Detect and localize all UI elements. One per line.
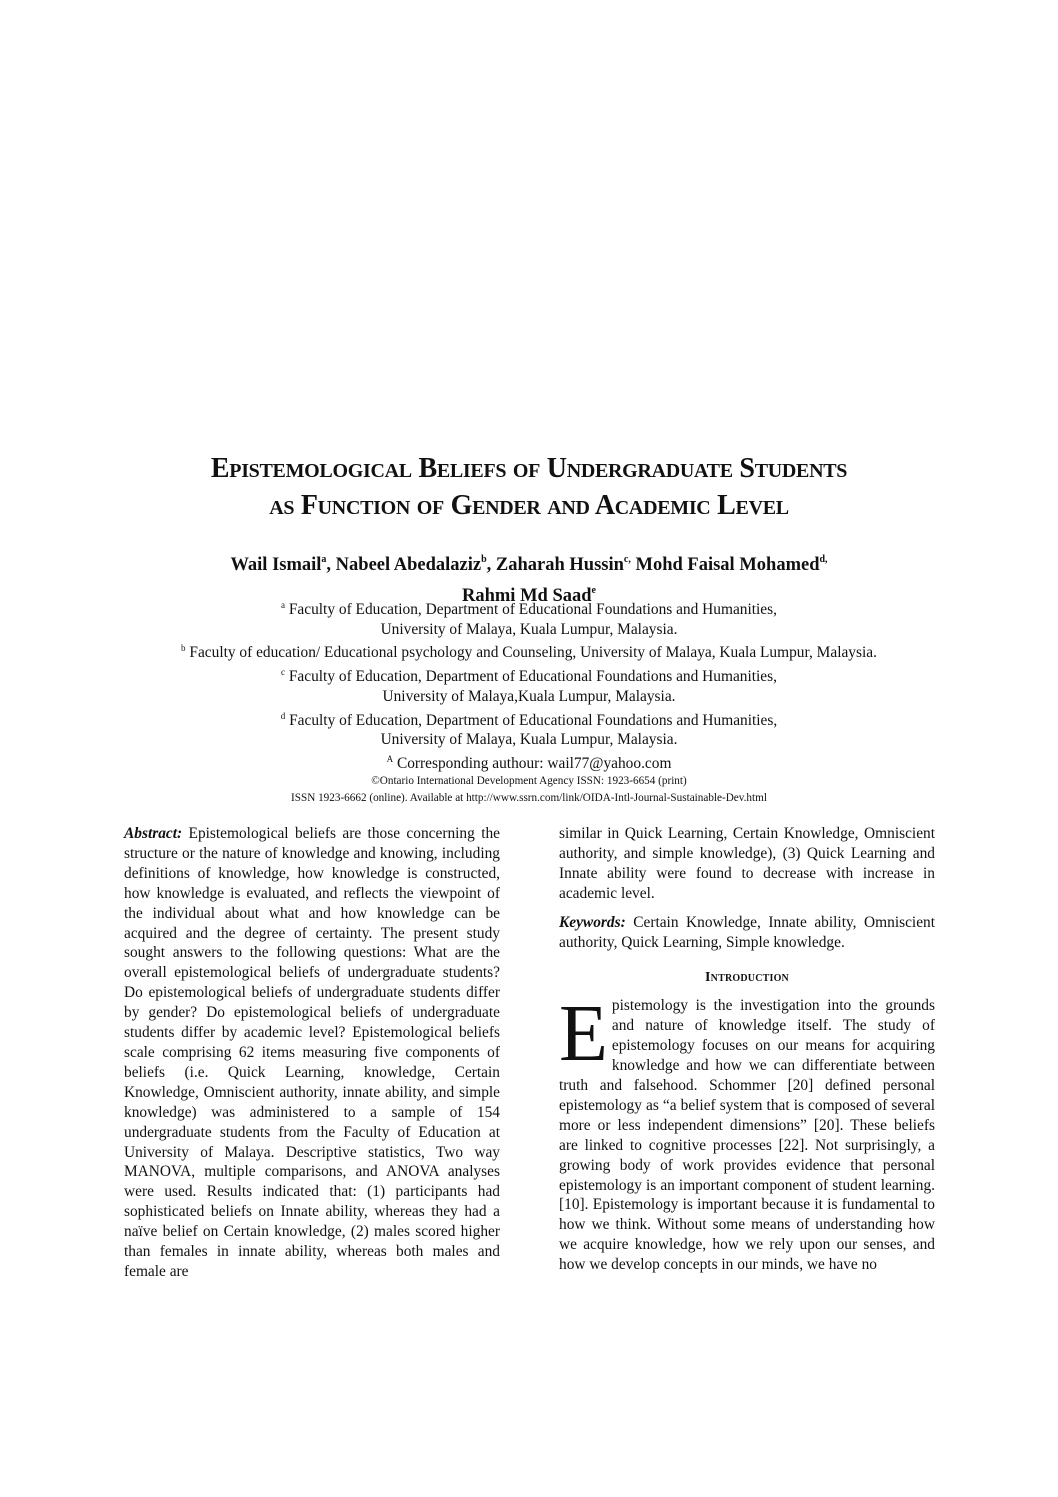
- affiliation-text: Faculty of Education, Department of Educational Foundations and Humanities,: [288, 668, 777, 686]
- author-affiliation-mark: e: [591, 585, 596, 596]
- affiliation-line: [0, 730, 1058, 750]
- affiliation-mark: c: [281, 667, 285, 678]
- affiliation-line: [0, 620, 1058, 640]
- abstract-continuation: similar in Quick Learning, Certain Knowledge, Omniscient authority, and simple knowledge), (3) Quick Learning and Innate ability were found to decrease with increase in academic level.: [559, 825, 935, 902]
- author-name: Zaharah Hussin: [495, 555, 624, 575]
- author-name: Mohd Faisal Mohamed: [635, 555, 820, 575]
- affiliation-line: [0, 639, 1058, 663]
- author-affiliation-mark: a: [321, 554, 327, 565]
- affiliation-line: [0, 663, 1058, 687]
- affiliation-line: [0, 707, 1058, 731]
- copyright-line-1: ©Ontario International Development Agency ISSN: 1923-6654 (print): [371, 775, 687, 787]
- paper-title-line-1: Epistemological Beliefs of Undergraduate Students: [210, 453, 848, 484]
- affiliation-line: [0, 596, 1058, 620]
- affiliation-mark: A: [386, 753, 394, 764]
- right-column: [559, 824, 935, 1275]
- drop-cap: E: [559, 990, 608, 1079]
- abstract-label: Abstract:: [124, 825, 183, 842]
- affiliation-line: [0, 687, 1058, 707]
- abstract-text: Epistemological beliefs are those concerning the structure or the nature of knowledge and knowing, including definitions of knowledge, how knowledge is constructed, how knowledge is evaluated, and reflects the viewpoint of the individual about what and how knowledge can be acquired and the degree of certainty. The present study sought answers to the following questions: What are the overall epistemological beliefs of undergraduate students? Do epistemological beliefs of undergraduate students differ by gender? Do epistemological beliefs of undergraduate students differ by academic level? Epistemological beliefs scale comprising 62 items measuring five components of beliefs (i.e. Quick Learning, knowledge, Certain Knowledge, Omniscient authority, innate ability, and simple knowledge) was administered to a sample of 154 undergraduate students from the Faculty of Education at University of Malaya. Descriptive statistics, Two way MANOVA, multiple comparisons, and ANOVA analyses were used. Results indicated that: (1) participants had sophisticated beliefs on Innate ability, whereas they had a naïve belief on Certain knowledge, (2) males scored higher than females in innate ability, whereas both males and female are: [124, 825, 500, 1280]
- keywords-label: Keywords:: [559, 913, 626, 931]
- author-name: Wail Ismail: [230, 555, 322, 575]
- author-affiliation-mark: c,: [623, 554, 631, 565]
- copyright-notice: [0, 773, 1058, 807]
- author-affiliation-mark: d,: [819, 554, 828, 565]
- corresponding-author: [0, 750, 1058, 774]
- affiliation-mark: b: [181, 643, 186, 654]
- keywords-paragraph: [559, 913, 935, 953]
- author-separator: ,: [486, 555, 496, 575]
- introduction-paragraph: [559, 990, 935, 1275]
- abstract-paragraph: [124, 824, 500, 1282]
- affiliation-mark: a: [281, 600, 285, 610]
- copyright-line-2: ISSN 1923-6662 (online). Available at http://www.ssrn.com/link/OIDA-Intl-Journal-Sustainable-Dev.html: [291, 792, 767, 804]
- left-column: [124, 824, 500, 1282]
- affiliation-text: University of Malaya,Kuala Lumpur, Malaysia.: [382, 687, 676, 705]
- affiliation-list: [0, 596, 1058, 774]
- paper-title: [0, 450, 1058, 524]
- affiliation-text: University of Malaya, Kuala Lumpur, Malaysia.: [380, 620, 678, 638]
- corresponding-author-email: Corresponding authour: wail77@yahoo.com: [396, 754, 672, 772]
- introduction-text: pistemology is the investigation into the grounds and nature of knowledge itself. The study of epistemology focuses on our means for acquiring knowledge and how we can differentiate between truth and falsehood. Schommer [20] defined personal epistemology as “a belief system that is composed of several more or less independent dimensions” [20]. These beliefs are linked to cognitive processes [22]. Not surprisingly, a growing body of work provides evidence that personal epistemology is an important component of student learning. [10]. Epistemology is important because it is fundamental to how we think. Without some means of understanding how we acquire knowledge, how we rely upon our senses, and how we develop concepts in our minds, we have no: [559, 997, 935, 1274]
- author-affiliation-mark: b: [481, 554, 487, 565]
- affiliation-text: Faculty of education/ Educational psychology and Counseling, University of Malaya, Kuala Lumpur, Malaysia.: [189, 644, 877, 662]
- author-separator: ,: [326, 555, 336, 575]
- keywords-text: Certain Knowledge, Innate ability, Omniscient authority, Quick Learning, Simple knowledge.: [559, 913, 935, 951]
- affiliation-text: University of Malaya, Kuala Lumpur, Malaysia.: [380, 731, 678, 749]
- introduction-heading: Introduction: [705, 970, 789, 986]
- affiliation-mark: d: [280, 710, 286, 721]
- affiliation-text: Faculty of Education, Department of Educational Foundations and Humanities,: [288, 601, 777, 618]
- author-name: Rahmi Md Saad: [462, 586, 592, 606]
- paper-title-line-2: as Function of Gender and Academic Level: [269, 490, 789, 521]
- author-line-1: [0, 547, 1058, 578]
- author-name: Nabeel Abedalaziz: [335, 555, 482, 575]
- affiliation-text: Faculty of Education, Department of Educational Foundations and Humanities,: [289, 711, 778, 729]
